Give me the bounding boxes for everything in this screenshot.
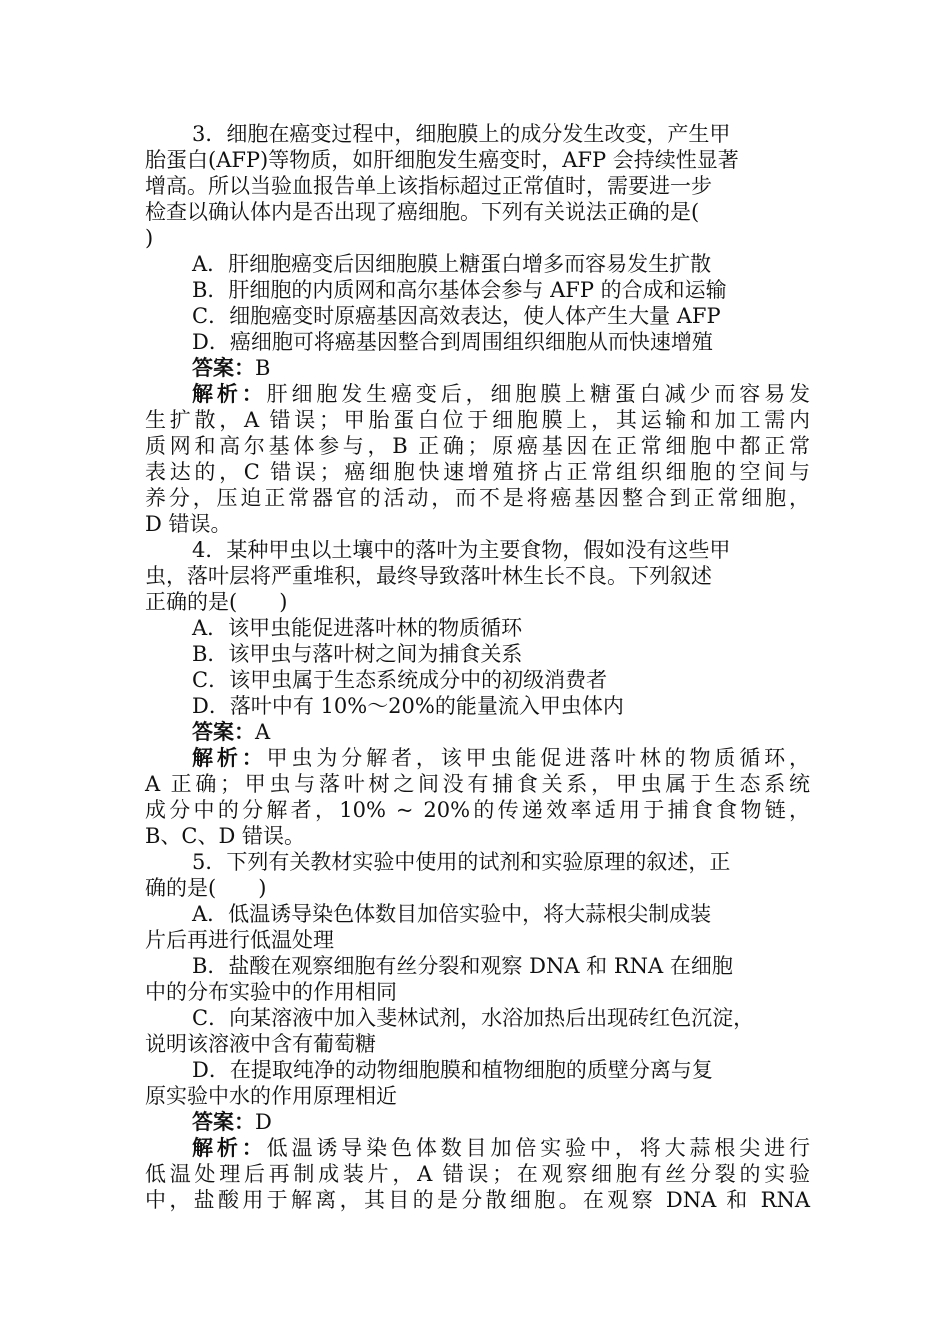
q3-option-b: B．肝细胞的内质网和高尔基体会参与 AFP 的合成和运输 [192,278,727,302]
analysis-text: 肝细胞发生癌变后，细胞膜上糖蛋白减少而容易发 [266,382,810,406]
q3-analysis-line: 表达的，C 错误；癌细胞快速增殖挤占正常组织细胞的空间与 [145,460,810,484]
q5-option-a-cont: 片后再进行低温处理 [145,928,334,952]
q4-option-d: D．落叶中有 10%～20%的能量流入甲虫体内 [192,694,624,718]
q3-analysis-line [145,381,810,407]
question-4 [145,537,810,849]
q5-stem-line: 确的是( ) [145,876,267,900]
q5-option-b-cont: 中的分布实验中的作用相同 [145,980,397,1004]
q4-option-c: C．该甲虫属于生态系统成分中的初级消费者 [192,668,608,692]
q5-option-a: A．低温诱导染色体数目加倍实验中，将大蒜根尖制成装 [192,902,712,926]
analysis-text: 甲虫为分解者，该甲虫能促进落叶林的物质循环， [266,746,810,770]
q5-analysis-line: 中，盐酸用于解离，其目的是分散细胞。在观察 DNA 和 RNA [145,1188,810,1212]
q4-stem-line: 4．某种甲虫以土壤中的落叶为主要食物，假如没有这些甲 [192,538,731,562]
q3-answer [145,355,810,381]
q5-option-c-cont: 说明该溶液中含有葡萄糖 [145,1032,376,1056]
q3-analysis-line: D 错误。 [145,512,232,536]
q5-analysis-line [145,1135,810,1161]
q4-stem-line: 正确的是( ) [145,590,288,614]
answer-value: A [255,720,271,744]
q3-option-c: C．细胞癌变时原癌基因高效表达，使人体产生大量 AFP [192,304,721,328]
q5-option-d-cont: 原实验中水的作用原理相近 [145,1084,397,1108]
q3-option-a: A．肝细胞癌变后因细胞膜上糖蛋白增多而容易发生扩散 [192,252,712,276]
analysis-label: 解析： [192,1136,267,1160]
answer-label: 答案： [192,356,255,380]
question-3 [145,121,810,537]
answer-value: B [255,356,271,380]
q3-stem-line: 检查以确认体内是否出现了癌细胞。下列有关说法正确的是( [145,200,700,224]
q3-stem-line: ) [145,226,154,250]
q4-analysis-line: B、C、D 错误。 [145,824,306,848]
q4-answer [145,719,810,745]
answer-value: D [255,1110,272,1134]
q4-option-a: A．该甲虫能促进落叶林的物质循环 [192,616,523,640]
q5-option-b: B．盐酸在观察细胞有丝分裂和观察 DNA 和 RNA 在细胞 [192,954,733,978]
q3-option-d: D．癌细胞可将癌基因整合到周围组织细胞从而快速增殖 [192,330,713,354]
answer-label: 答案： [192,1110,255,1134]
analysis-text: 低温诱导染色体数目加倍实验中，将大蒜根尖进行 [266,1136,810,1160]
q4-stem-line: 虫，落叶层将严重堆积，最终导致落叶林生长不良。下列叙述 [145,564,712,588]
analysis-label: 解析： [192,746,267,770]
q4-analysis-line: A 正确；甲虫与落叶树之间没有捕食关系，甲虫属于生态系统 [145,772,810,796]
q3-analysis-line: 生扩散，A 错误；甲胎蛋白位于细胞膜上，其运输和加工需内 [145,408,810,432]
q3-stem-line: 增高。所以当验血报告单上该指标超过正常值时，需要进一步 [145,174,712,198]
q4-analysis-line [145,745,810,771]
question-5 [145,849,810,1213]
q4-analysis-line: 成分中的分解者，10% ~ 20%的传递效率适用于捕食食物链， [145,798,810,822]
q3-stem-line: 3．细胞在癌变过程中，细胞膜上的成分发生改变，产生甲 [192,122,731,146]
q3-analysis-line: 养分，压迫正常器官的活动，而不是将癌基因整合到正常细胞， [145,486,810,510]
q5-option-c: C．向某溶液中加入斐林试剂，水浴加热后出现砖红色沉淀， [192,1006,755,1030]
q4-option-b: B．该甲虫与落叶树之间为捕食关系 [192,642,523,666]
q3-stem-line: 胎蛋白(AFP)等物质，如肝细胞发生癌变时，AFP 会持续性显著 [145,148,739,172]
q5-stem-line: 5．下列有关教材实验中使用的试剂和实验原理的叙述，正 [192,850,731,874]
q5-analysis-line: 低温处理后再制成装片，A 错误；在观察细胞有丝分裂的实验 [145,1162,810,1186]
analysis-label: 解析： [192,382,267,406]
q5-answer [145,1109,810,1135]
q5-option-d: D．在提取纯净的动物细胞膜和植物细胞的质壁分离与复 [192,1058,713,1082]
q3-analysis-line: 质网和高尔基体参与，B 正确；原癌基因在正常细胞中都正常 [145,434,810,458]
answer-label: 答案： [192,720,255,744]
